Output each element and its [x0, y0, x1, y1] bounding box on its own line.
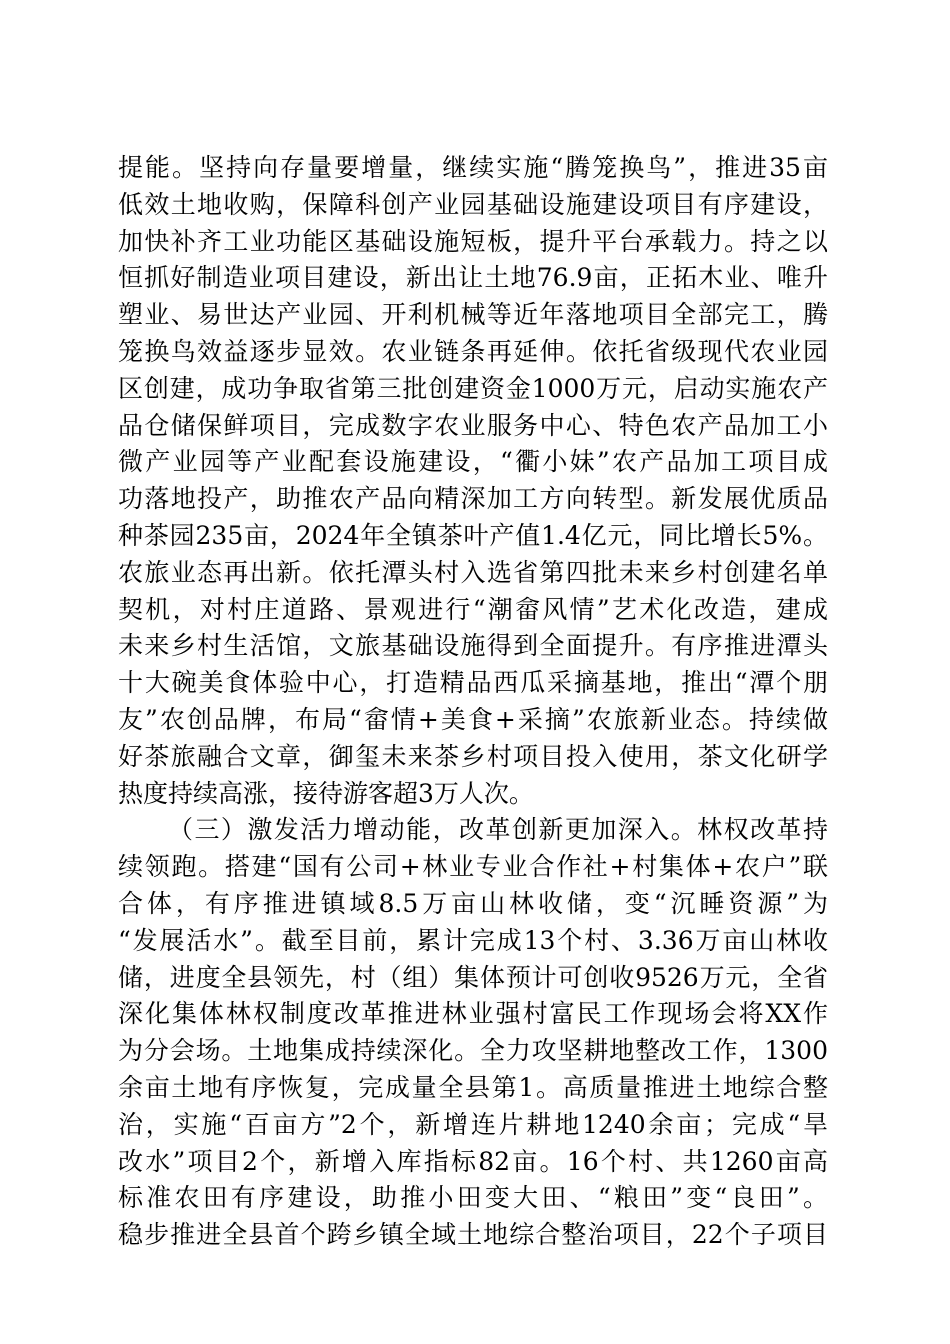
section-heading-line: （三）激发活力增动能，改革创新更加深入。林权改革持: [168, 815, 828, 845]
text-line: 标准农田有序建设，助推小田变大田、“粮田”变“良田”。: [118, 1183, 828, 1213]
text-line: “发展活水”。截至目前，累计完成13个村、3.36万亩山林收: [118, 925, 828, 955]
text-line: 热度持续高涨，接待游客超3万人次。: [118, 778, 534, 808]
text-line: 友”农创品牌，布局“畲情+美食+采摘”农旅新业态。持续做: [118, 704, 828, 734]
text-line: 品仓储保鲜项目，完成数字农业服务中心、特色农产品加工小: [118, 410, 828, 440]
text-line: 提能。坚持向存量要增量，继续实施“腾笼换鸟”，推进35亩: [118, 153, 828, 182]
text-line: 十大碗美食体验中心，打造精品西瓜采摘基地，推出“潭个朋: [118, 668, 828, 698]
text-line: 契机，对村庄道路、景观进行“潮畲风情”艺术化改造，建成: [118, 594, 828, 624]
text-line: 区创建，成功争取省第三批创建资金1000万元，启动实施农产: [118, 373, 828, 403]
text-line: 功落地投产，助推农产品向精深加工方向转型。新发展优质品: [118, 484, 828, 514]
text-line: 稳步推进全县首个跨乡镇全域土地综合整治项目，22个子项目: [118, 1220, 828, 1250]
text-line: 塑业、易世达产业园、开利机械等近年落地项目全部完工，腾: [118, 300, 828, 330]
text-line: 未来乡村生活馆，文旅基础设施得到全面提升。有序推进潭头: [118, 631, 828, 661]
text-line: 农旅业态再出新。依托潭头村入选省第四批未来乡村创建名单: [118, 557, 828, 587]
text-line: 好茶旅融合文章，御玺未来茶乡村项目投入使用，茶文化研学: [118, 741, 828, 771]
text-line: 种茶园235亩，2024年全镇茶叶产值1.4亿元，同比增长5%。: [118, 520, 828, 550]
text-line: 深化集体林权制度改革推进林业强村富民工作现场会将XX作: [118, 999, 828, 1029]
body-text: [118, 150, 828, 1254]
text-line: 储，进度全县领先，村（组）集体预计可创收9526万元，全省: [118, 962, 828, 992]
text-line: 笼换鸟效益逐步显效。农业链条再延伸。依托省级现代农业园: [118, 336, 828, 366]
text-line: 恒抓好制造业项目建设，新出让土地76.9亩，正拓木业、唯升: [118, 263, 828, 293]
text-line: 为分会场。土地集成持续深化。全力攻坚耕地整改工作，1300: [118, 1036, 828, 1066]
text-line: 治，实施“百亩方”2个，新增连片耕地1240余亩；完成“旱: [118, 1109, 828, 1139]
text-line: 余亩土地有序恢复，完成量全县第1。高质量推进土地综合整: [118, 1072, 828, 1102]
text-line: 微产业园等产业配套设施建设，“衢小妹”农产品加工项目成: [118, 447, 828, 477]
text-line: 续领跑。搭建“国有公司+林业专业合作社+村集体+农户”联: [118, 852, 828, 882]
text-line: 加快补齐工业功能区基础设施短板，提升平台承载力。持之以: [118, 226, 828, 256]
text-line: 改水”项目2个，新增入库指标82亩。16个村、共1260亩高: [118, 1146, 828, 1176]
text-line: 合体，有序推进镇域8.5万亩山林收储，变“沉睡资源”为: [118, 888, 828, 918]
text-line: 低效土地收购，保障科创产业园基础设施建设项目有序建设，: [118, 189, 828, 219]
